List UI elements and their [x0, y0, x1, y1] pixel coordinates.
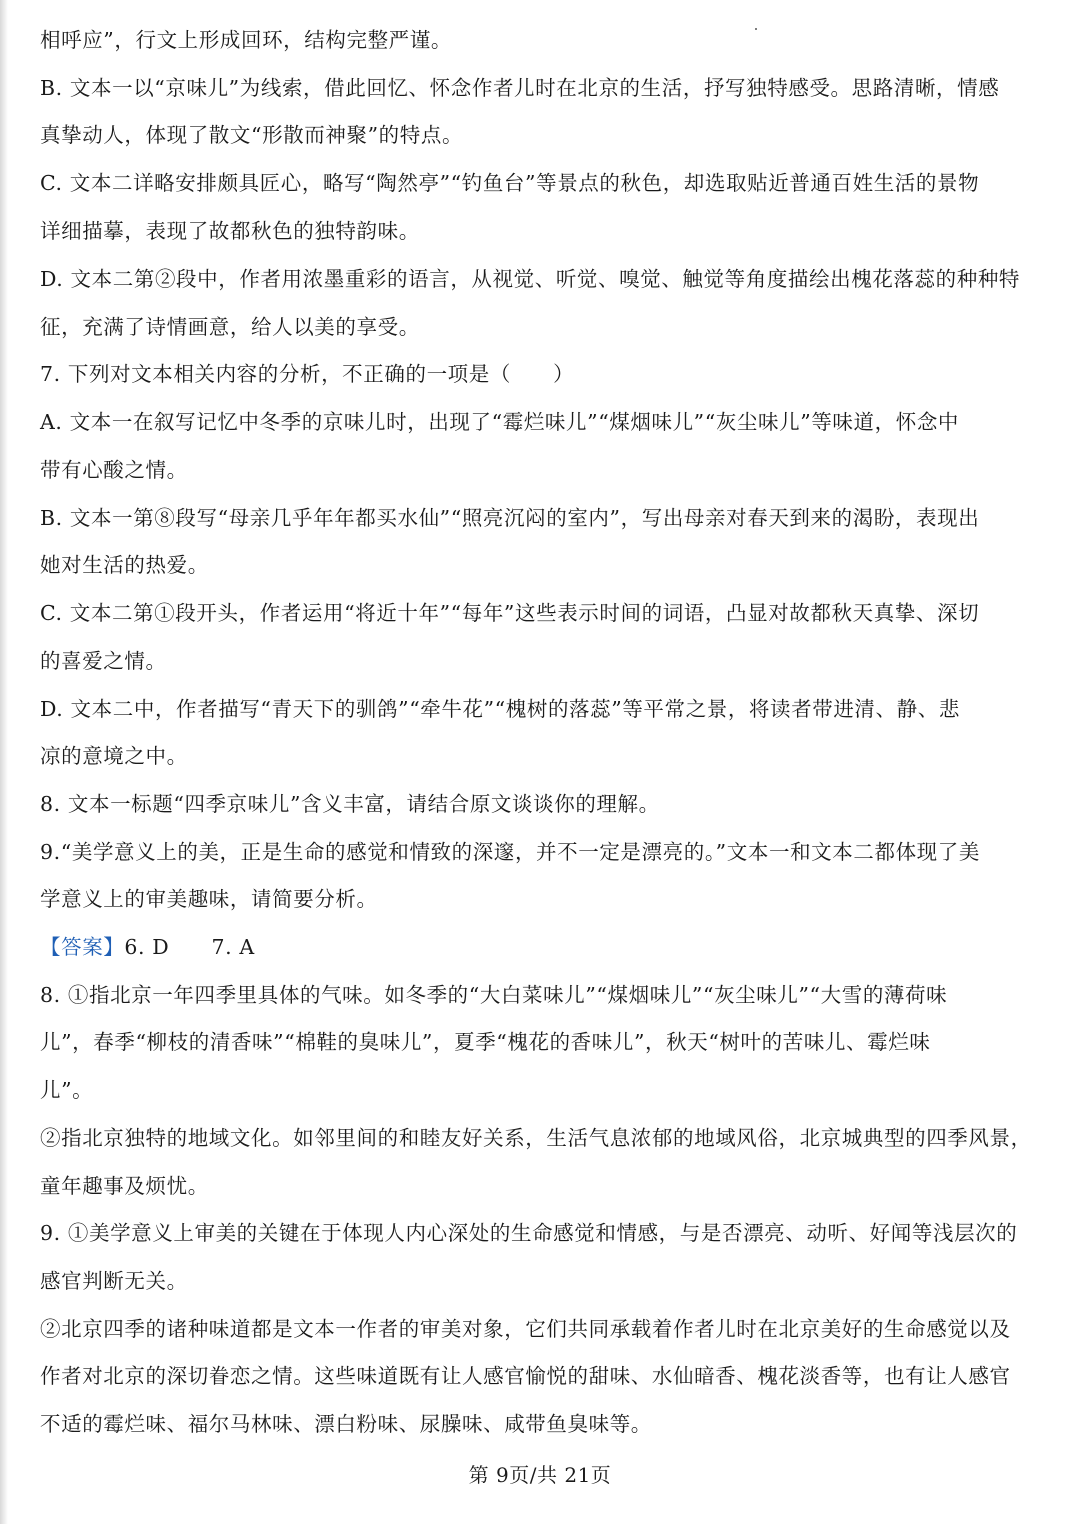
answer-choices: 6. D 7. A — [124, 935, 255, 959]
text-line: 感官判断无关。 — [40, 1269, 188, 1293]
text-line: B. 文本一以“京味儿”为线索，借此回忆、怀念作者儿时在北京的生活，抒写独特感受。思路清晰，情感 — [40, 76, 1000, 100]
text-line: 真挚动人，体现了散文“形散而神聚”的特点。 — [40, 123, 464, 147]
text-line: 带有心酸之情。 — [40, 458, 188, 482]
text-line: D. 文本二第②段中，作者用浓墨重彩的语言，从视觉、听觉、嗅觉、触觉等角度描绘出槐花落蕊的种种特 — [40, 267, 1021, 291]
page-number: 第 9页/共 21页 — [468, 1463, 612, 1487]
question-7: 7. 下列对文本相关内容的分析，不正确的一项是（ ） — [40, 362, 575, 386]
text-line: 她对生活的热爱。 — [40, 553, 209, 577]
text-line: 9. ①美学意义上审美的关键在于体现人内心深处的生命感觉和情感，与是否漂亮、动听、好闻等浅层次的 — [40, 1221, 1018, 1245]
text-line: 学意义上的审美趣味，请简要分析。 — [40, 887, 378, 911]
text-line: 相呼应”，行文上形成回环，结构完整严谨。 — [40, 28, 452, 52]
text-line: 不适的霉烂味、福尔马林味、漂白粉味、尿臊味、咸带鱼臭味等。 — [40, 1412, 652, 1436]
text-line: ②指北京独特的地域文化。如邻里间的和睦友好关系，生活气息浓郁的地域风俗，北京城典型的四季风景， — [40, 1126, 1032, 1150]
text-line: C. 文本二第①段开头，作者运用“将近十年”“每年”这些表示时间的词语，凸显对故都秋天真挚、深切 — [40, 601, 980, 625]
text-line: 8. ①指北京一年四季里具体的气味。如冬季的“大白菜味儿”“煤烟味儿”“灰尘味儿”“大雪的薄荷味 — [40, 983, 948, 1007]
answer-tag: 【答案】 — [40, 935, 125, 959]
text-line: 儿”。 — [40, 1078, 94, 1102]
text-line: 童年趣事及烦忧。 — [40, 1174, 209, 1198]
text-line: 作者对北京的深切眷恋之情。这些味道既有让人感官愉悦的甜味、水仙暗香、槐花淡香等，也有让人感官 — [40, 1364, 1011, 1388]
text-line: 的喜爱之情。 — [40, 649, 167, 673]
scan-edge-shadow — [0, 0, 8, 1524]
question-8: 8. 文本一标题“四季京味儿”含义丰富，请结合原文谈谈你的理解。 — [40, 792, 660, 816]
text-line: ②北京四季的诸种味道都是文本一作者的审美对象，它们共同承载着作者儿时在北京美好的生命感觉以及 — [40, 1317, 1011, 1341]
answer-line — [40, 932, 1040, 962]
text-line: 征，充满了诗情画意，给人以美的享受。 — [40, 315, 420, 339]
text-line: D. 文本二中，作者描写“青天下的驯鸽”“牵牛花”“槐树的落蕊”等平常之景，将读者带进清、静、悲 — [40, 697, 960, 721]
text-line: 儿”，春季“柳枝的清香味”“棉鞋的臭味儿”，夏季“槐花的香味儿”，秋天“树叶的苦味儿、霉烂味 — [40, 1030, 931, 1054]
text-line: 详细描摹，表现了故都秋色的独特韵味。 — [40, 219, 420, 243]
text-line: 凉的意境之中。 — [40, 744, 188, 768]
text-line: A. 文本一在叙写记忆中冬季的京味儿时，出现了“霉烂味儿”“煤烟味儿”“灰尘味儿”等味道，怀念中 — [40, 410, 960, 434]
text-line: C. 文本二详略安排颇具匠心，略写“陶然亭”“钓鱼台”等景点的秋色，却选取贴近普通百姓生活的景物 — [40, 171, 980, 195]
question-9: 9.“美学意义上的美，正是生命的感觉和情致的深邃，并不一定是漂亮的。”文本一和文本二都体现了美 — [40, 840, 980, 864]
text-line: B. 文本一第⑧段写“母亲几乎年年都买水仙”“照亮沉闷的室内”，写出母亲对春天到来的渴盼，表现出 — [40, 506, 980, 530]
